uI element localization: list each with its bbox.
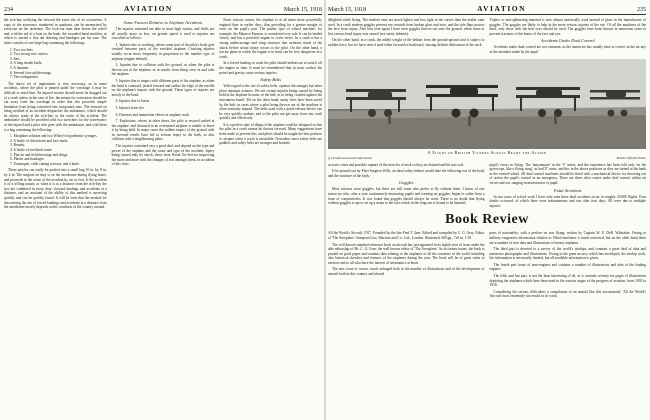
paragraph: 7. Explosions, where, at other times, the pilot is rescued rushed at the airplane, and drowned in an overturned airplane is unable to leave it by being held. In many cases the sudden impact of the ground with its stressed results have led to serious injury to the body, as also collision with a neighbouring plane. <box>111 119 215 142</box>
paragraph: It is a perfect state of things if the airplane could be designed so that the pilot in a crash cannot be thrown forward. Many suggestions have been made to prevent this, and pilots should be taught the best position to assume when a crash is inevitable. Nowadays most safety belts are padded, and safety belts are stronger and broader. <box>219 122 322 146</box>
right-column-2-top <box>490 18 647 57</box>
section-heading: Safety Belts <box>260 77 281 83</box>
list-item: 6. Several first-aid dressings. <box>10 70 52 75</box>
paragraph: From various causes, the airplane is at all times more powerfully engined than in earlier days, thus providing for a greater margin of error on the pupil's part. The pusher type of school machine, for example, the Maurice-Farman, is considered very safe. It can be landed slowly, and has a powerful engine to cover errors. In a crash it has a strong undercarriage and wing structure that cushions much of the shock before actual injury occurs to the pilot. On the other hand, a tractor plane in which the engine is in front can be very dangerous in a crash. <box>219 18 322 59</box>
left-date: March 15, 1918 <box>283 7 322 13</box>
list-item: 7. Tourniquet, cloth cutting scissors, and a knife. <box>10 161 80 166</box>
paragraph: delighted while flying. The modern ones are much lighter and less tight in the curves than the earlier ones used. In a crash modern goggles prevent eye wounds from broken glass and wire, and the side flaps protect the face from injury. Also best over again I have seen goggles thrown out onto the ground, when more or less serious head injury was caused (see safety helmets). <box>328 18 485 36</box>
right-middle-columns <box>328 163 646 211</box>
left-page-number: 234 <box>4 7 13 13</box>
paragraph: The injuries sustained are able to most high variety, and fields are all usually more or less, on greater speed is used to injuries are classified as follows: <box>111 27 215 41</box>
paragraph: the sick-bay notifying the steward the exact site of its occurrence. A copy of the assurance, numbered in quadrant, can be memorized by everyone on the airdrome. The look-out man then leaves the wheel and, with the aid of a boat on the bank, the wounded hand stretcher, in which is carried a first aid dressing and bandages put his case. The latter consists of one large bag containing the following: <box>4 18 107 45</box>
list-item: 1. Two crochets. <box>10 47 34 52</box>
section-heading: Goggles <box>398 180 414 186</box>
right-page <box>328 4 646 416</box>
paragraph: pupil's errors in flying. The 'mayonnaise' in the 'V' series, and the experience has been told only 'on the gyroscope, like a flying wing', as had 'E' turns, and this in the above positions as they are turned at the bank in the control-wheel. All dual control machines should be fitted with a mechanical device for throwing out of action the pupil's control in an emergency. There are three other routes under dual control within air forces and out, ranging from instructor or pupil. <box>489 162 646 185</box>
aircraft-photo <box>328 59 646 149</box>
paragraph: The fifth, and last part, is not the least interesting of all, as it contains seventy-six pages of illustrations depicting the airplanes which have been used in the various stages of the progress of aviation, from 1902 to 1916. <box>489 274 646 288</box>
paragraph: With regard to the use of safety belts, opinion discourages but takes place amongst aviators. We see certain injuries being caused by being held in the airplane because of the belt, as in being crushed against the instrument board. Yet on the other hand, many lives have been saved by the belt; in cases where a pilot being thrown out of the machine is often seriously injured. The belts used with a quick-release device can be very quickly undone, and so the pilot can get away from any crash quickly and effectively. <box>219 84 322 121</box>
paragraph: The well known standard reference book on aircraft has just appeared in its eighth year of issue under the able editorship of Mr. C. G. Grey, the well known editor of 'The Aeroplane.' As in former issues, the book is printed on good paper and contains data relating to the airplanes of all the countries of the world including also historical sketches and features of the airplanes during the year. The book will be of great value to aviators and to all who have the interest of aeronautics at heart. <box>328 242 485 265</box>
right-running-head <box>328 4 646 15</box>
paragraph: 3. Injuries due to impact with different parts of the airplane, as when the head is contused, jerked forward and strikes the edge of the nacelle on the airplane's impact with the ground. These types of injuries are mostly to the head. <box>111 78 215 97</box>
photo-credit-right: British Official Photo <box>616 155 646 160</box>
book-review-heading: Book Review <box>445 212 529 228</box>
paragraph: 4. Injuries due to burns. <box>115 99 150 104</box>
paragraph: Considering the serious difficulties a compilation of an annual like this encountered, 'All the World's Aircraft' most eminently successful in its work. <box>489 289 646 299</box>
book-review-columns <box>328 231 646 301</box>
implements-list <box>4 48 107 80</box>
list-item: 2. A bottle of chloroform and face mask. <box>10 138 69 143</box>
right-column-2-middle <box>490 163 647 211</box>
list-item: 7. Fire extinguisher. <box>10 75 39 80</box>
list-item: 3. Brandy. <box>10 143 25 148</box>
paragraph: at acute crises and possible rupture of the muscles of neck so they are bruised and hit into soft. <box>328 162 464 167</box>
paragraph: On the other hand, in a crash, the added weight of the helmet from the ground upward and is subject to sudden force, but we have seen it used either forward or backward, causing definite dislocation of the neck. <box>328 38 485 47</box>
photo-caption: A Flight of British Vickers Scouts Ready for Action <box>427 149 547 155</box>
right-date: March 15, 1918 <box>328 7 367 13</box>
list-item: 5. A hammer. <box>10 65 30 70</box>
paragraph: In two years of school work I have only seen three fatal accidents occur in roughly 20,000 flights. Four deaths occurred, of which three were instantaneous and one after four days. All were due to multiple injuries. <box>489 194 646 208</box>
left-column-1 <box>4 18 107 212</box>
paragraph: The injuries contained vary a good deal, and depend on the type and power of the airplane and the cause and type of the accident. Injury being caused only by shock; those from Naval Air Service improving the more and more with the changes of lost amongst them, in accidents of this class. <box>111 144 215 167</box>
paragraph: The above set of implements is very necessary, as in some accidents, where the pilot is pinned under the wreckage it may be difficult to reach him. An injured aviator should never be dragged out of a crash unless in the case of fire, but means for extrication should be cut away from the wreckage in order that this proceeds simple limitation from being converted into compound ones. The steward on being notified of an accident despatches the ambulance, which should be always ready at the sick-bay, to the scene of the accident. The ambulance should be provided with two stretchers for the conveyance of the injured and a pilot who goes with the ambulance, and with them is a bag containing the following: <box>4 81 107 132</box>
vickers-scouts-image <box>328 59 646 149</box>
right-journal-title: AVIATION <box>477 4 526 13</box>
paragraph: 2. Injuries due to collision with the ground, as when the pilot is thrown out of the airplane, or as results from being crew in and with the airplane. <box>111 63 215 77</box>
list-item: 6. Plaster and bandages. <box>10 157 45 162</box>
photo-credit-left: (c) Underwood and Underwood <box>328 155 372 160</box>
photo-credits <box>328 156 646 160</box>
paragraph: These articles can easily be packed into a small bag 10 in. by 8 in. by 4 in. The surgeon on duty is on the aerodrome during flying hours, and proceeds to the scene of the accident by car or foot. If the accident is of a trifling nature, or when it is at a distance from the sick-bay the two are combined in every duty: forward landings and accidents at a distance, and an assistant of the ability of this method is surviving quickly and can be quickly found. It will be seen that the method for discovering the site of forced landings and accidents at a distance from the aerodrome mostly depends on the condition of the country around. <box>4 168 107 210</box>
left-journal-title: AVIATION <box>124 4 173 13</box>
section-heading: Fatal Accidents <box>553 187 582 193</box>
left-column-3 <box>219 18 322 212</box>
ambulance-kit-list <box>4 134 107 166</box>
paragraph: Triplex or non-splintering material is now almost universally used instead of glass in the manufacture of goggles. The goggles are likely to help in the more serious injuries of the eye. Of all the machines of the kind, only those with the best eyes should be used. The goggles have been known in numerous cases to prevent fractures of the bones of the face and eye. <box>489 18 646 36</box>
paragraph: The third part is devoted to a survey of the world's airships, and contains a great deal of data and numerous photographs and illustrations. Owing to the great secrecy which has enveloped, the airship work, the information is necessarily limited, but all available information is given. <box>489 247 646 261</box>
page-gutter <box>324 0 326 420</box>
paragraph: 1. Injuries due to crashing, where some part of the pilot's body gets crushed between parts of the wrecked airplane. Crashing injuries usually occur more frequently in proportion to the number type of airplane (engine behind). <box>111 42 215 61</box>
right-top-columns <box>328 18 646 57</box>
paragraph: 6. Diseases and immersion effects in airplane work. <box>115 112 190 117</box>
list-item: 3. Saw. <box>10 56 21 61</box>
paragraph: Most aviators wear goggles, but there are still some who prefer to fly without them. I know of one instructor who, after a year continuously instructing pupils and wearing no goggles, began to suffer from a form of conjunctivitis. It was found that goggles should always be worn. There is no doubt that flying without goggles is apt to set up a strain to the eyes which in the long run is bound to be harmful. <box>328 187 485 206</box>
paragraph: All the World's Aircraft, 1917. Founded by the late Fred T. Jane. Edited and compiled by C. G. Grey, Editor of 'The Aeroplane.' Sampson Low, Marston and Co., Ltd., London. Illustrated, 600 pp., 7x9 in. 1.50. <box>328 231 485 240</box>
left-columns <box>4 18 322 212</box>
left-page <box>4 4 322 416</box>
section-heading: Accidents Under Dual Control <box>540 38 595 44</box>
list-item: 5. Pint tin and field dressings and slings. <box>10 152 69 157</box>
list-item: 1. Morphine solution and two Wilsey's hypodermic syringes. <box>10 134 98 139</box>
right-page-number: 235 <box>637 7 646 13</box>
paragraph: 5. Injuries from fire. <box>115 105 145 110</box>
right-column-1-top <box>328 18 485 57</box>
paragraph: It be pointed out by Fleet Surgeon Wills, an ideal safety helmet would take the following out of the body and the structure of the body. <box>328 169 485 178</box>
list-item: 4. A bottle of sterilized water. <box>10 148 53 153</box>
paragraph: The new issue of course, much enlarged both in the number of illustrations and of the development of aircraft both in this country and abroad. <box>328 267 485 277</box>
left-running-head <box>4 4 322 15</box>
section-heading: Some Factors Relative to Airplane Accidents <box>123 20 203 25</box>
paragraph: The fourth part treats of aero-engines and contains a number of illustrations and data of the leading engines. <box>489 262 646 272</box>
paragraph: In a forced landing or crash the pilot should endeavour to switch off the engine in time. It must be remembered that in most crashes the petrol and gravity cause serious injuries. <box>219 61 322 75</box>
list-item: 2. Two strong wire cutters. <box>10 52 49 57</box>
right-column-1-middle <box>328 163 485 211</box>
left-column-2 <box>112 18 215 212</box>
review-column-1 <box>328 231 485 301</box>
paragraph: parts of nationality; with a preface on war flying; written by Captain W. E. DeB. Whittaker. Owing to military exigencies information relative to Allied machines is much restricted, but on the other hand there are a number of new data and illustrations of enemy airplanes. <box>489 231 646 245</box>
paragraph: Accidents under dual control are not common, as the instructor has usually time to correct in the air any of the mistakes made by the pupil. <box>489 45 646 54</box>
list-item: 4. A long sheath knife. <box>10 61 43 66</box>
review-column-2 <box>490 231 647 301</box>
